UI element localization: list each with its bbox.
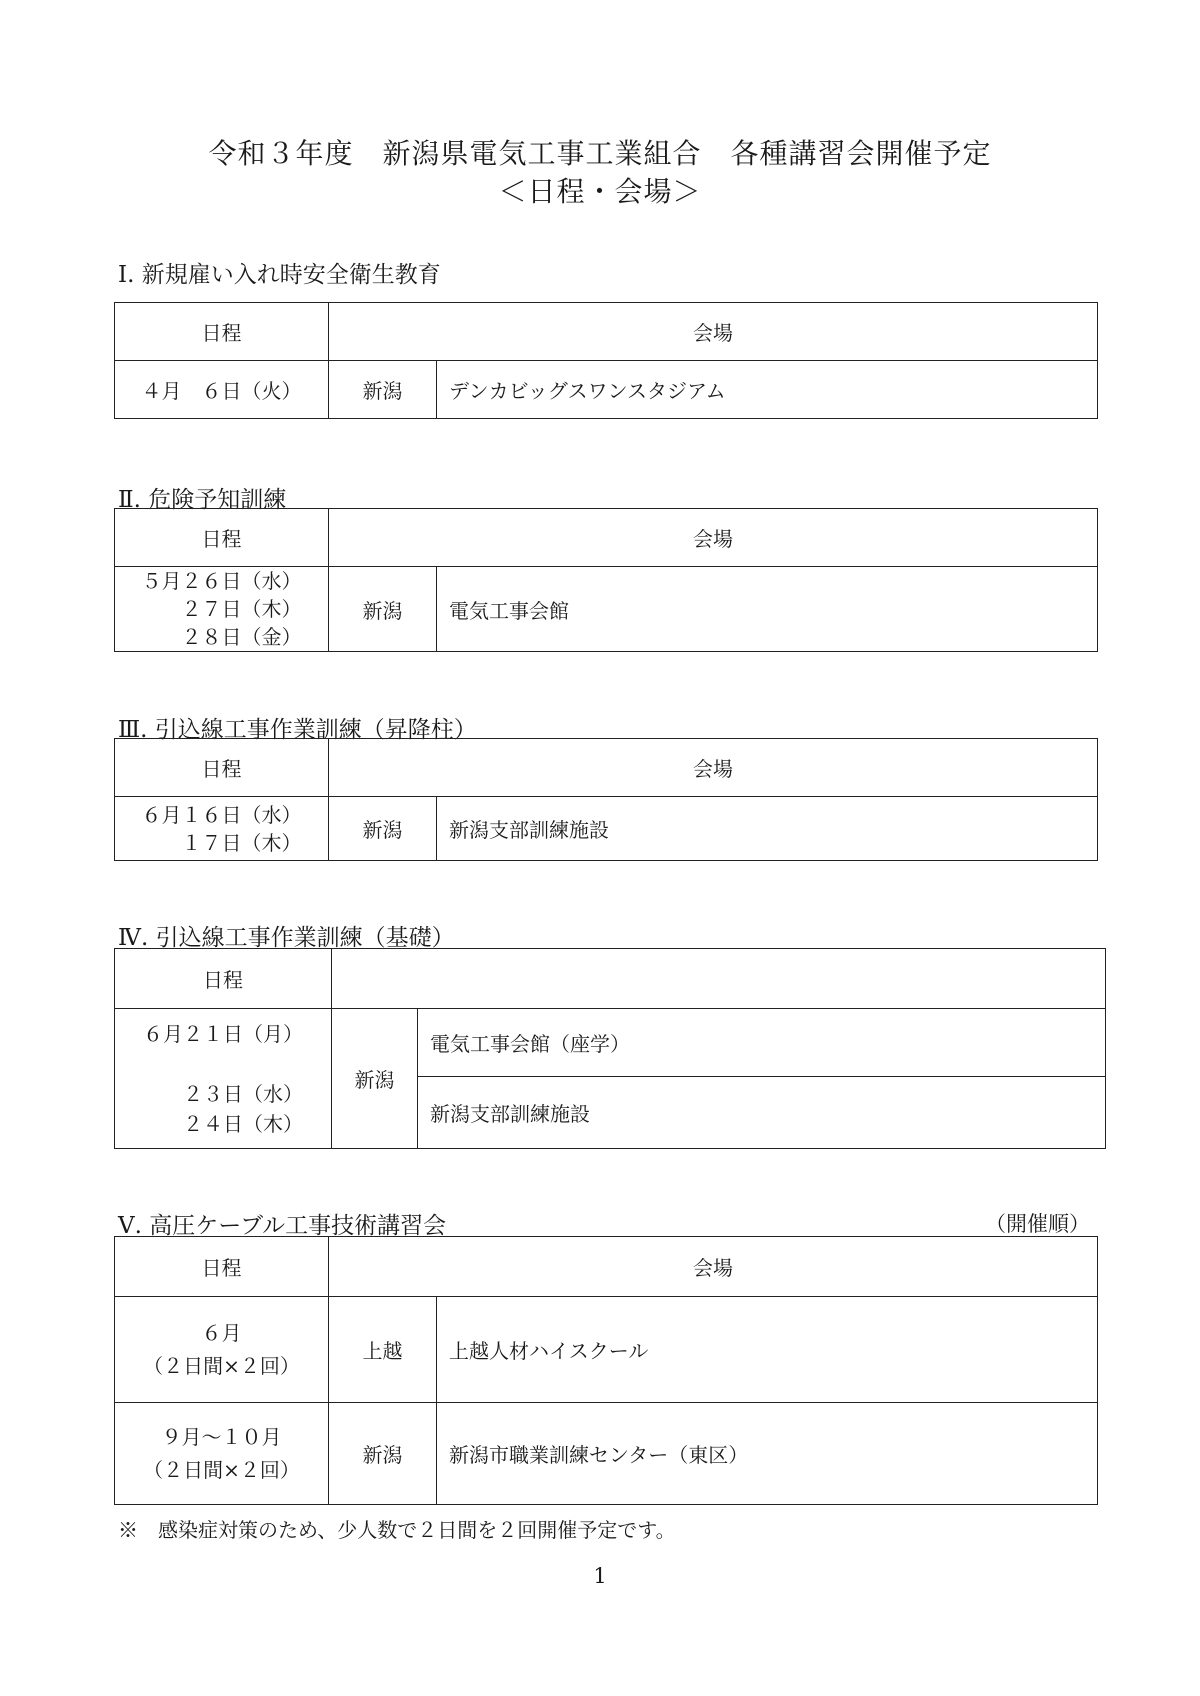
schedule-note: （２日間×２回） [143,1353,300,1378]
area-cell: 新潟 [329,361,437,419]
section-3-table [114,738,1098,861]
schedule-date: ６月２１日（月） [143,1021,303,1046]
area-cell: 新潟 [329,1403,437,1505]
venue-header: 会場 [329,739,1098,797]
section-5-heading: Ⅴ. 高圧ケーブル工事技術講習会 [118,1213,447,1239]
venue-header: 会場 [329,509,1098,567]
venue-header-empty [332,949,1106,1009]
schedule-dates [115,1297,329,1403]
date-header: 日程 [115,739,329,797]
section-2-table [114,508,1098,652]
schedule-date: ２８日（金） [181,625,302,649]
section-3-heading: Ⅲ. 引込線工事作業訓練（昇降柱） [118,717,477,743]
schedule-date: ６月 [201,1320,242,1345]
schedule-date: ２７日（木） [181,597,302,621]
venue-cell: 電気工事会館（座学） [418,1009,1106,1077]
date-header: 日程 [115,303,329,361]
area-cell: 新潟 [329,797,437,861]
section-1-table [114,302,1098,419]
venue-cell: 新潟支部訓練施設 [437,797,1098,861]
area-cell: 上越 [329,1297,437,1403]
date-header: 日程 [115,509,329,567]
schedule-date: ５月２６日（水） [141,569,302,593]
schedule-date: ６月１６日（水） [141,802,302,827]
venue-cell: 上越人材ハイスクール [437,1297,1098,1403]
date-header: 日程 [115,949,332,1009]
schedule-date: １７日（木） [181,830,302,855]
venue-header: 会場 [329,303,1098,361]
section-4-heading: Ⅳ. 引込線工事作業訓練（基礎） [118,925,455,951]
date-spacer [143,1049,303,1079]
schedule-dates [115,1403,329,1505]
footnote: ※ 感染症対策のため、少人数で２日間を２回開催予定です。 [118,1518,676,1542]
document-title: 令和３年度 新潟県電気工事工業組合 各種講習会開催予定 [208,137,992,170]
venue-header: 会場 [329,1237,1098,1297]
schedule-dates [115,567,329,652]
area-cell: 新潟 [329,567,437,652]
document-subtitle: ＜日程・会場＞ [498,175,702,208]
schedule-date: ２４日（木） [183,1111,303,1136]
section-4-table [114,948,1106,1149]
page-number: 1 [593,1564,607,1588]
date-header: 日程 [115,1237,329,1297]
schedule-date: ４月 ６日（火） [115,361,329,419]
venue-cell: デンカビッグスワンスタジアム [437,361,1098,419]
area-cell: 新潟 [332,1009,418,1149]
schedule-dates [115,1009,332,1149]
venue-cell: 新潟支部訓練施設 [418,1077,1106,1149]
venue-cell: 新潟市職業訓練センター（東区） [437,1403,1098,1505]
order-note: （開催順） [985,1212,1090,1236]
section-5-table [114,1236,1098,1505]
section-1-heading: Ⅰ. 新規雇い入れ時安全衛生教育 [118,262,441,288]
schedule-note: （２日間×２回） [143,1457,300,1482]
section-2-heading: Ⅱ. 危険予知訓練 [118,487,287,513]
schedule-dates [115,797,329,861]
schedule-date: ２３日（水） [183,1081,303,1106]
schedule-date: ９月～１０月 [161,1424,282,1449]
venue-cell: 電気工事会館 [437,567,1098,652]
